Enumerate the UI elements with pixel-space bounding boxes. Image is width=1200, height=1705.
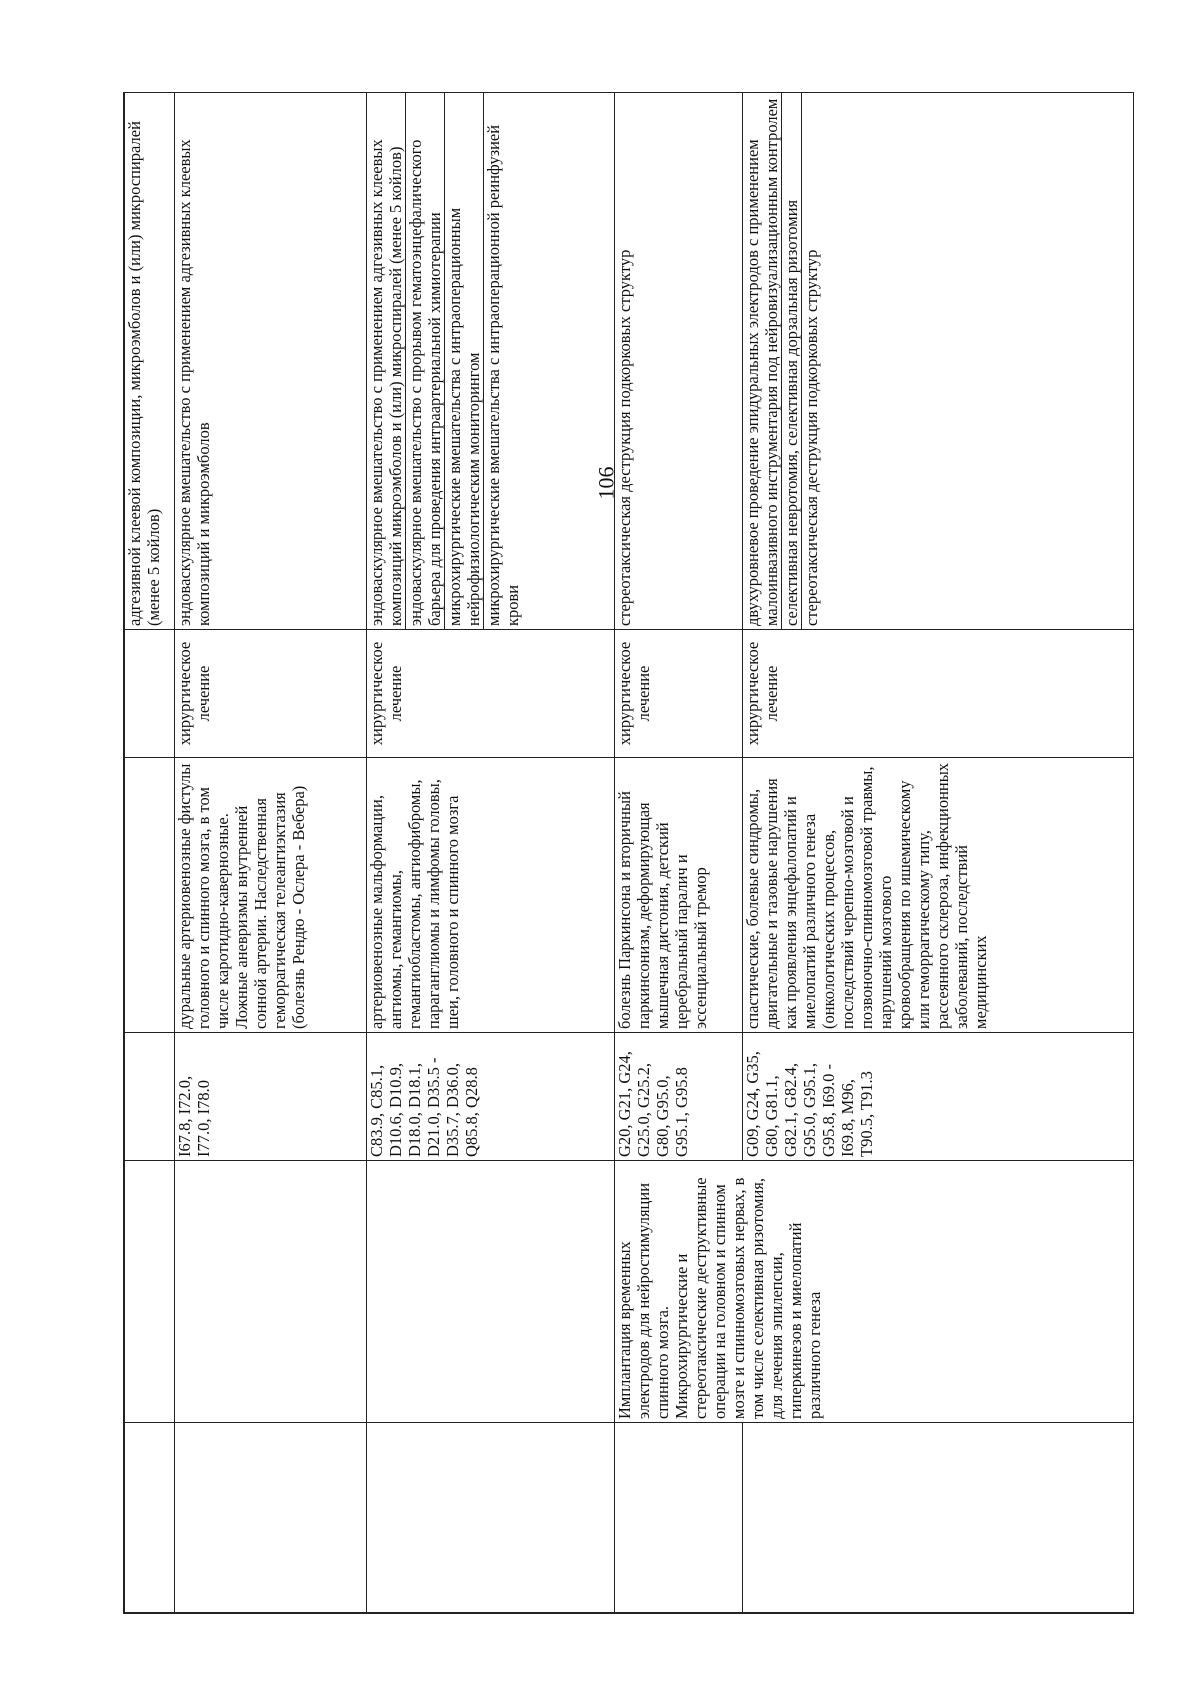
number-cell bbox=[175, 1423, 367, 1613]
method-item: двухуровневое проведение эпидуральных электродов с применением малоинвазивного инструментария под нейровизуализационным контролем bbox=[743, 93, 782, 629]
treatment-cell: хирургическое лечение bbox=[367, 630, 615, 758]
codes-cell: G09, G24, G35, G80, G81.1, G82.1, G82.4, G95.0, G95.1, G95.8, I69.0 - I69.8, M96, T90.5, T91.3 bbox=[743, 1033, 1134, 1161]
method-item: микрохирургические вмешательства с интраоперационной реинфузией крови bbox=[484, 124, 522, 626]
operation-cell: Имплантация временных электродов для нейростимуляции спинного мозга. Микрохирургические и стереотаксические деструктивные операции на головном и спинном мозге и спинномозговых нервах, в том числе селективная ризотомия, для лечения эпилепсии, гиперкинезов и миелопатий различного генеза bbox=[615, 1161, 1134, 1423]
operation-cell bbox=[367, 1161, 615, 1423]
table-row bbox=[367, 93, 615, 1613]
operation-cell bbox=[125, 1161, 175, 1423]
method-item: эндоваскулярное вмешательство с применением адгезивных клеевых композиций микроэмболов и (или) микроспиралей (менее 5 койлов) bbox=[367, 93, 406, 629]
treatment-cell bbox=[125, 630, 175, 758]
disease-cell: болезнь Паркинсона и вторичный паркинсонизм, деформирующая мышечная дистония, детский церебральный паралич и эссенциальный тремор bbox=[615, 758, 743, 1033]
methods-cell bbox=[743, 93, 1134, 630]
number-cell bbox=[367, 1423, 615, 1613]
table-row bbox=[125, 93, 175, 1613]
number-cell bbox=[615, 1423, 743, 1613]
disease-cell: дуральные артериовенозные фистулы головного и спинного мозга, в том числе каротидно-кавернозные. Ложные аневризмы внутренней сонной артерии. Наследственная геморрагическая телеангиэктазия (болезнь Рендю - Ослера - Вебера) bbox=[175, 758, 367, 1033]
method-item: микрохирургические вмешательства с интраоперационным нейрофизиологическим мониторингом bbox=[445, 93, 484, 629]
method-item: селективная невротомия, селективная дорзальная ризотомия bbox=[782, 93, 802, 629]
number-cell bbox=[125, 1423, 175, 1613]
codes-cell: G20, G21, G24, G25.0, G25.2, G80, G95.0, G95.1, G95.8 bbox=[615, 1033, 743, 1161]
codes-cell: I67.8, I72.0, I77.0, I78.0 bbox=[175, 1033, 367, 1161]
rotated-table-frame bbox=[123, 92, 1134, 1614]
treatment-cell: хирургическое лечение bbox=[175, 630, 367, 758]
method-item: эндоваскулярное вмешательство с прорывом гематоэнцефалического барьера для проведения интраартериальной химиотерапии bbox=[406, 93, 445, 629]
codes-cell bbox=[125, 1033, 175, 1161]
rotated-table-content bbox=[124, 93, 1133, 1613]
disease-cell bbox=[125, 758, 175, 1033]
method-cell: эндоваскулярное вмешательство с применением адгезивных клеевых композиций и микроэмболов bbox=[175, 93, 367, 630]
page-number: 106 bbox=[593, 466, 619, 500]
treatment-cell: хирургическое лечение bbox=[743, 630, 1134, 758]
table-row bbox=[175, 93, 367, 1613]
method-cell: адгезивной клеевой композиции, микроэмболов и (или) микроспиралей (менее 5 койлов) bbox=[125, 93, 175, 630]
methods-cell bbox=[367, 93, 615, 630]
method-cell: стереотаксическая деструкция подкорковых структур bbox=[615, 93, 743, 630]
disease-cell: артериовенозные мальформации, ангиомы, гемангиомы, гемангиобластомы, ангиофибромы, параганглиомы и лимфомы головы, шеи, головного и спинного мозга bbox=[367, 758, 615, 1033]
method-item: стереотаксическая деструкция подкорковых структур bbox=[802, 249, 821, 626]
procedures-table bbox=[124, 92, 1134, 1613]
codes-cell: C83.9, C85.1, D10.6, D10.9, D18.0, D18.1, D21.0, D35.5 - D35.7, D36.0, Q85.8, Q28.8 bbox=[367, 1033, 615, 1161]
disease-cell: спастические, болевые синдромы, двигательные и тазовые нарушения как проявления энцефалопатий и миелопатий различного генеза (онкологических процессов, последствий черепно-мозговой и позвоночно-спинномозговой травмы, нарушений мозгового кровообращения по ишемическому или геморрагическому типу, рассеянного склероза, инфекционных заболеваний, последствий медицинских bbox=[743, 758, 1134, 1033]
operation-cell bbox=[175, 1161, 367, 1423]
table-row bbox=[615, 93, 743, 1613]
number-cell bbox=[743, 1423, 1134, 1613]
treatment-cell: хирургическое лечение bbox=[615, 630, 743, 758]
